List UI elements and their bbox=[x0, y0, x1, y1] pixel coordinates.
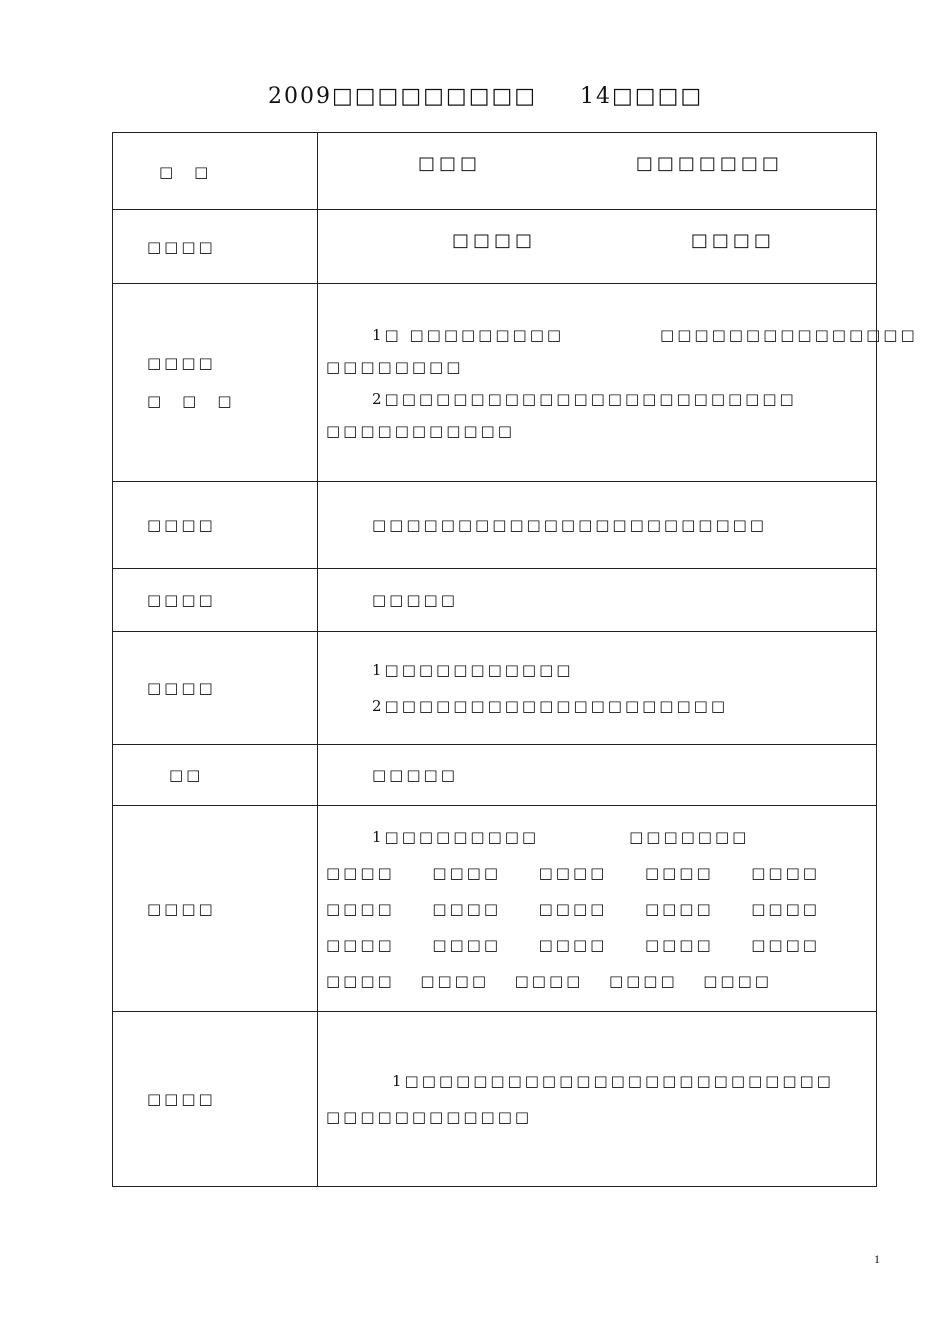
row-content bbox=[318, 569, 877, 632]
table-row bbox=[113, 210, 877, 284]
document-title bbox=[0, 84, 950, 114]
roster-row bbox=[326, 900, 868, 918]
row-content bbox=[318, 284, 918, 482]
text-line: □□□□□□□□□□□□□□□ bbox=[660, 325, 918, 344]
text-line: 1□□□□□□□□□□□ bbox=[372, 661, 574, 679]
row-content bbox=[318, 210, 877, 284]
table-row bbox=[113, 745, 877, 806]
roster-name: □□□□ bbox=[644, 863, 714, 882]
row-label: □□□□ bbox=[113, 632, 318, 745]
table-row bbox=[113, 806, 877, 1012]
header-text-1: □□□□ bbox=[452, 230, 537, 251]
row-label: □□□□ bbox=[113, 806, 318, 1012]
roster-name: □□□□ bbox=[420, 971, 490, 990]
text-line: 1□□□□□□□□□ bbox=[372, 827, 540, 846]
row-content bbox=[318, 632, 877, 745]
row-label: □□□□ bbox=[113, 210, 318, 284]
text-line: 2□□□□□□□□□□□□□□□□□□□□ bbox=[372, 697, 728, 715]
row-label: □□□□ bbox=[113, 1012, 318, 1187]
roster-row bbox=[326, 864, 868, 882]
text-line: □□□□□ bbox=[372, 766, 458, 784]
row-content bbox=[318, 1012, 877, 1187]
form-table bbox=[112, 132, 918, 1187]
roster-name: □□□□ bbox=[538, 899, 608, 918]
text-line: 1□ □□□□□□□□□ bbox=[372, 325, 565, 344]
header-text-2: □□□□ bbox=[690, 230, 775, 251]
table-row bbox=[113, 482, 877, 569]
roster-name: □□□□ bbox=[751, 863, 820, 882]
roster-name: □□□□ bbox=[432, 899, 502, 918]
roster-name: □□□□ bbox=[514, 971, 584, 990]
text-line: 1□□□□□□□□□□□□□□□□□□□□□□□□□ bbox=[392, 1072, 834, 1090]
row-content bbox=[318, 133, 877, 210]
text-line: 2□□□□□□□□□□□□□□□□□□□□□□□□ bbox=[372, 389, 797, 408]
row-content bbox=[318, 806, 877, 1012]
table-row bbox=[113, 632, 877, 745]
table-row bbox=[113, 569, 877, 632]
header-text-1: □□□ bbox=[418, 153, 482, 174]
roster-name: □□□□ bbox=[432, 935, 502, 954]
row-content bbox=[318, 745, 877, 806]
roster-name: □□□□ bbox=[326, 971, 395, 990]
roster-name: □□□□ bbox=[751, 899, 820, 918]
row-label bbox=[113, 284, 318, 482]
text-line: □□□□□□□□□□□ bbox=[326, 421, 515, 440]
table-row bbox=[113, 1012, 877, 1187]
row-label-line: □ □ □ bbox=[147, 392, 235, 410]
roster-name: □□□□ bbox=[751, 935, 820, 954]
title-left: 2009□□□□□□□□□ bbox=[268, 84, 538, 109]
text-line: □□□□□□□□ bbox=[326, 357, 464, 376]
row-label: □□ bbox=[113, 745, 318, 806]
row-content bbox=[318, 482, 877, 569]
roster-name: □□□□ bbox=[608, 971, 678, 990]
roster-name: □□□□ bbox=[326, 899, 395, 918]
roster-name: □□□□ bbox=[326, 935, 395, 954]
roster-row bbox=[326, 936, 868, 954]
page-number: 1 bbox=[874, 1252, 880, 1266]
title-right: 14□□□□ bbox=[580, 84, 704, 109]
roster-row bbox=[326, 972, 868, 990]
roster-name: □□□□ bbox=[703, 971, 772, 990]
roster-name: □□□□ bbox=[644, 899, 714, 918]
row-label-line: □□□□ bbox=[147, 354, 216, 372]
roster-name: □□□□ bbox=[538, 863, 608, 882]
header-text-2: □□□□□□□ bbox=[635, 153, 783, 174]
row-label: □ □ bbox=[113, 133, 318, 210]
roster-name: □□□□ bbox=[644, 935, 714, 954]
row-label: □□□□ bbox=[113, 569, 318, 632]
table-row bbox=[113, 133, 877, 210]
text-line: □□□□□□□□□□□□ bbox=[326, 1108, 533, 1126]
table-row bbox=[113, 284, 877, 482]
roster-name: □□□□ bbox=[326, 863, 395, 882]
row-label: □□□□ bbox=[113, 482, 318, 569]
text-line: □□□□□□□ bbox=[629, 827, 750, 846]
roster-name: □□□□ bbox=[538, 935, 608, 954]
roster-name: □□□□ bbox=[432, 863, 502, 882]
text-line: □□□□□ bbox=[372, 591, 458, 609]
text-line: □□□□□□□□□□□□□□□□□□□□□□□ bbox=[372, 516, 767, 534]
